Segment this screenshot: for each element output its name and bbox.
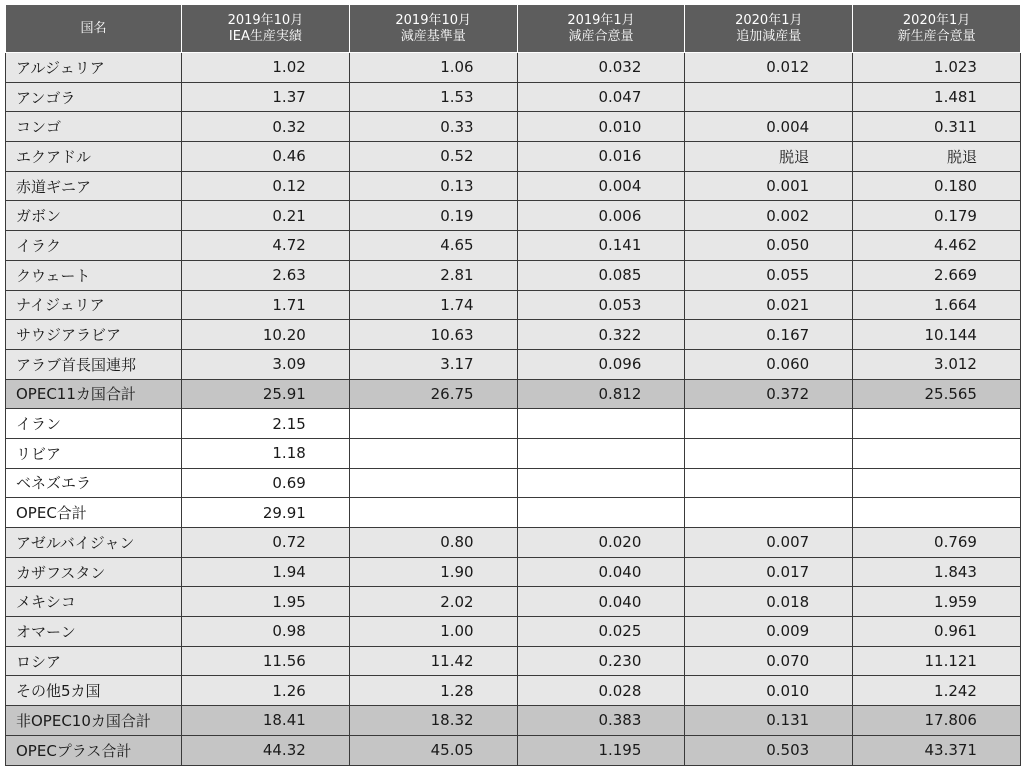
country-cell: エクアドル (6, 142, 182, 172)
iea-production-cell: 10.20 (182, 320, 350, 350)
iea-production-cell: 25.91 (182, 379, 350, 409)
baseline-cell: 0.13 (349, 171, 517, 201)
agreement-2019-cell: 0.383 (517, 706, 685, 736)
additional-reduction-cell: 脱退 (685, 142, 853, 172)
iea-production-cell: 2.15 (182, 409, 350, 439)
agreement-2019-cell: 0.006 (517, 201, 685, 231)
header-reduction-agreement-2019-01: 2019年1月 減産合意量 (517, 5, 685, 53)
table-row (6, 617, 1021, 647)
new-agreement-cell: 0.311 (853, 112, 1021, 142)
table-row (6, 320, 1021, 350)
table-row (6, 349, 1021, 379)
header-country: 国名 (6, 5, 182, 53)
production-table-container (5, 4, 1020, 766)
baseline-cell: 10.63 (349, 320, 517, 350)
country-cell: 赤道ギニア (6, 171, 182, 201)
agreement-2019-cell (517, 498, 685, 528)
additional-reduction-cell: 0.050 (685, 231, 853, 261)
additional-reduction-cell: 0.001 (685, 171, 853, 201)
additional-reduction-cell: 0.503 (685, 735, 853, 765)
baseline-cell: 18.32 (349, 706, 517, 736)
additional-reduction-cell (685, 468, 853, 498)
header-iea-production-2019-10: 2019年10月 IEA生産実績 (182, 5, 350, 53)
additional-reduction-cell: 0.131 (685, 706, 853, 736)
iea-production-cell: 3.09 (182, 349, 350, 379)
new-agreement-cell: 0.179 (853, 201, 1021, 231)
baseline-cell (349, 438, 517, 468)
iea-production-cell: 18.41 (182, 706, 350, 736)
country-cell: オマーン (6, 617, 182, 647)
new-agreement-cell: 10.144 (853, 320, 1021, 350)
agreement-2019-cell: 0.230 (517, 646, 685, 676)
additional-reduction-cell: 0.007 (685, 528, 853, 558)
table-row (6, 112, 1021, 142)
country-cell: イラク (6, 231, 182, 261)
baseline-cell: 26.75 (349, 379, 517, 409)
iea-production-cell: 11.56 (182, 646, 350, 676)
agreement-2019-cell (517, 409, 685, 439)
new-agreement-cell: 11.121 (853, 646, 1021, 676)
new-agreement-cell: 2.669 (853, 260, 1021, 290)
agreement-2019-cell: 0.025 (517, 617, 685, 647)
country-cell: ベネズエラ (6, 468, 182, 498)
table-row (6, 290, 1021, 320)
country-cell: サウジアラビア (6, 320, 182, 350)
table-row (6, 498, 1021, 528)
iea-production-cell: 1.37 (182, 82, 350, 112)
baseline-cell: 0.80 (349, 528, 517, 558)
baseline-cell (349, 409, 517, 439)
iea-production-cell: 0.98 (182, 617, 350, 647)
new-agreement-cell: 25.565 (853, 379, 1021, 409)
iea-production-cell: 29.91 (182, 498, 350, 528)
agreement-2019-cell: 0.322 (517, 320, 685, 350)
header-new-production-agreement-2020-01: 2020年1月 新生産合意量 (853, 5, 1021, 53)
table-row (6, 676, 1021, 706)
table-row (6, 142, 1021, 172)
baseline-cell: 0.33 (349, 112, 517, 142)
table-row (6, 587, 1021, 617)
iea-production-cell: 0.72 (182, 528, 350, 558)
agreement-2019-cell: 1.195 (517, 735, 685, 765)
agreement-2019-cell: 0.020 (517, 528, 685, 558)
table-row (6, 201, 1021, 231)
new-agreement-cell: 43.371 (853, 735, 1021, 765)
agreement-2019-cell: 0.004 (517, 171, 685, 201)
country-cell: クウェート (6, 260, 182, 290)
table-row (6, 53, 1021, 83)
country-cell: OPEC合計 (6, 498, 182, 528)
additional-reduction-cell (685, 82, 853, 112)
agreement-2019-cell: 0.016 (517, 142, 685, 172)
table-row (6, 409, 1021, 439)
iea-production-cell: 0.32 (182, 112, 350, 142)
baseline-cell: 3.17 (349, 349, 517, 379)
country-cell: ガボン (6, 201, 182, 231)
country-cell: アルジェリア (6, 53, 182, 83)
new-agreement-cell: 4.462 (853, 231, 1021, 261)
new-agreement-cell: 0.180 (853, 171, 1021, 201)
new-agreement-cell: 1.242 (853, 676, 1021, 706)
new-agreement-cell (853, 438, 1021, 468)
table-header (6, 5, 1021, 53)
table-row (6, 557, 1021, 587)
additional-reduction-cell: 0.021 (685, 290, 853, 320)
country-cell: その他5カ国 (6, 676, 182, 706)
agreement-2019-cell: 0.010 (517, 112, 685, 142)
new-agreement-cell: 1.481 (853, 82, 1021, 112)
new-agreement-cell: 3.012 (853, 349, 1021, 379)
table-row (6, 260, 1021, 290)
agreement-2019-cell: 0.040 (517, 557, 685, 587)
baseline-cell: 1.53 (349, 82, 517, 112)
country-cell: リビア (6, 438, 182, 468)
additional-reduction-cell: 0.017 (685, 557, 853, 587)
country-cell: メキシコ (6, 587, 182, 617)
country-cell: ナイジェリア (6, 290, 182, 320)
country-cell: 非OPEC10カ国合計 (6, 706, 182, 736)
agreement-2019-cell: 0.812 (517, 379, 685, 409)
table-row (6, 438, 1021, 468)
new-agreement-cell (853, 498, 1021, 528)
agreement-2019-cell: 0.047 (517, 82, 685, 112)
iea-production-cell: 1.02 (182, 53, 350, 83)
iea-production-cell: 0.46 (182, 142, 350, 172)
baseline-cell: 0.19 (349, 201, 517, 231)
country-cell: OPECプラス合計 (6, 735, 182, 765)
additional-reduction-cell (685, 409, 853, 439)
table-row (6, 82, 1021, 112)
iea-production-cell: 1.95 (182, 587, 350, 617)
table-row (6, 379, 1021, 409)
iea-production-cell: 1.94 (182, 557, 350, 587)
iea-production-cell: 0.69 (182, 468, 350, 498)
agreement-2019-cell (517, 438, 685, 468)
additional-reduction-cell: 0.070 (685, 646, 853, 676)
additional-reduction-cell: 0.055 (685, 260, 853, 290)
agreement-2019-cell: 0.028 (517, 676, 685, 706)
table-row (6, 231, 1021, 261)
additional-reduction-cell: 0.012 (685, 53, 853, 83)
agreement-2019-cell: 0.096 (517, 349, 685, 379)
country-cell: イラン (6, 409, 182, 439)
baseline-cell: 4.65 (349, 231, 517, 261)
country-cell: アゼルバイジャン (6, 528, 182, 558)
header-additional-reduction-2020-01: 2020年1月 追加減産量 (685, 5, 853, 53)
table-row (6, 528, 1021, 558)
new-agreement-cell: 1.664 (853, 290, 1021, 320)
additional-reduction-cell: 0.018 (685, 587, 853, 617)
iea-production-cell: 1.71 (182, 290, 350, 320)
additional-reduction-cell: 0.010 (685, 676, 853, 706)
baseline-cell (349, 468, 517, 498)
baseline-cell: 1.74 (349, 290, 517, 320)
additional-reduction-cell: 0.004 (685, 112, 853, 142)
baseline-cell: 0.52 (349, 142, 517, 172)
agreement-2019-cell: 0.141 (517, 231, 685, 261)
header-row (6, 5, 1021, 53)
country-cell: アラブ首長国連邦 (6, 349, 182, 379)
baseline-cell: 2.81 (349, 260, 517, 290)
new-agreement-cell: 脱退 (853, 142, 1021, 172)
baseline-cell: 1.06 (349, 53, 517, 83)
new-agreement-cell: 0.769 (853, 528, 1021, 558)
table-row (6, 171, 1021, 201)
new-agreement-cell: 17.806 (853, 706, 1021, 736)
baseline-cell: 1.28 (349, 676, 517, 706)
iea-production-cell: 2.63 (182, 260, 350, 290)
iea-production-cell: 1.26 (182, 676, 350, 706)
additional-reduction-cell: 0.167 (685, 320, 853, 350)
country-cell: ロシア (6, 646, 182, 676)
country-cell: アンゴラ (6, 82, 182, 112)
baseline-cell: 11.42 (349, 646, 517, 676)
new-agreement-cell: 0.961 (853, 617, 1021, 647)
additional-reduction-cell: 0.372 (685, 379, 853, 409)
additional-reduction-cell: 0.009 (685, 617, 853, 647)
table-row (6, 735, 1021, 765)
agreement-2019-cell: 0.032 (517, 53, 685, 83)
baseline-cell: 1.00 (349, 617, 517, 647)
new-agreement-cell (853, 468, 1021, 498)
country-cell: カザフスタン (6, 557, 182, 587)
iea-production-cell: 4.72 (182, 231, 350, 261)
table-row (6, 468, 1021, 498)
country-cell: コンゴ (6, 112, 182, 142)
header-reduction-baseline-2019-10: 2019年10月 減産基準量 (349, 5, 517, 53)
table-row (6, 706, 1021, 736)
table-row (6, 646, 1021, 676)
additional-reduction-cell (685, 498, 853, 528)
additional-reduction-cell (685, 438, 853, 468)
agreement-2019-cell: 0.085 (517, 260, 685, 290)
opec-production-table (5, 4, 1021, 766)
baseline-cell: 45.05 (349, 735, 517, 765)
iea-production-cell: 0.21 (182, 201, 350, 231)
iea-production-cell: 44.32 (182, 735, 350, 765)
baseline-cell (349, 498, 517, 528)
table-body (6, 53, 1021, 766)
additional-reduction-cell: 0.060 (685, 349, 853, 379)
new-agreement-cell: 1.023 (853, 53, 1021, 83)
country-cell: OPEC11カ国合計 (6, 379, 182, 409)
additional-reduction-cell: 0.002 (685, 201, 853, 231)
new-agreement-cell: 1.843 (853, 557, 1021, 587)
agreement-2019-cell (517, 468, 685, 498)
agreement-2019-cell: 0.040 (517, 587, 685, 617)
agreement-2019-cell: 0.053 (517, 290, 685, 320)
baseline-cell: 2.02 (349, 587, 517, 617)
iea-production-cell: 0.12 (182, 171, 350, 201)
iea-production-cell: 1.18 (182, 438, 350, 468)
new-agreement-cell: 1.959 (853, 587, 1021, 617)
new-agreement-cell (853, 409, 1021, 439)
baseline-cell: 1.90 (349, 557, 517, 587)
